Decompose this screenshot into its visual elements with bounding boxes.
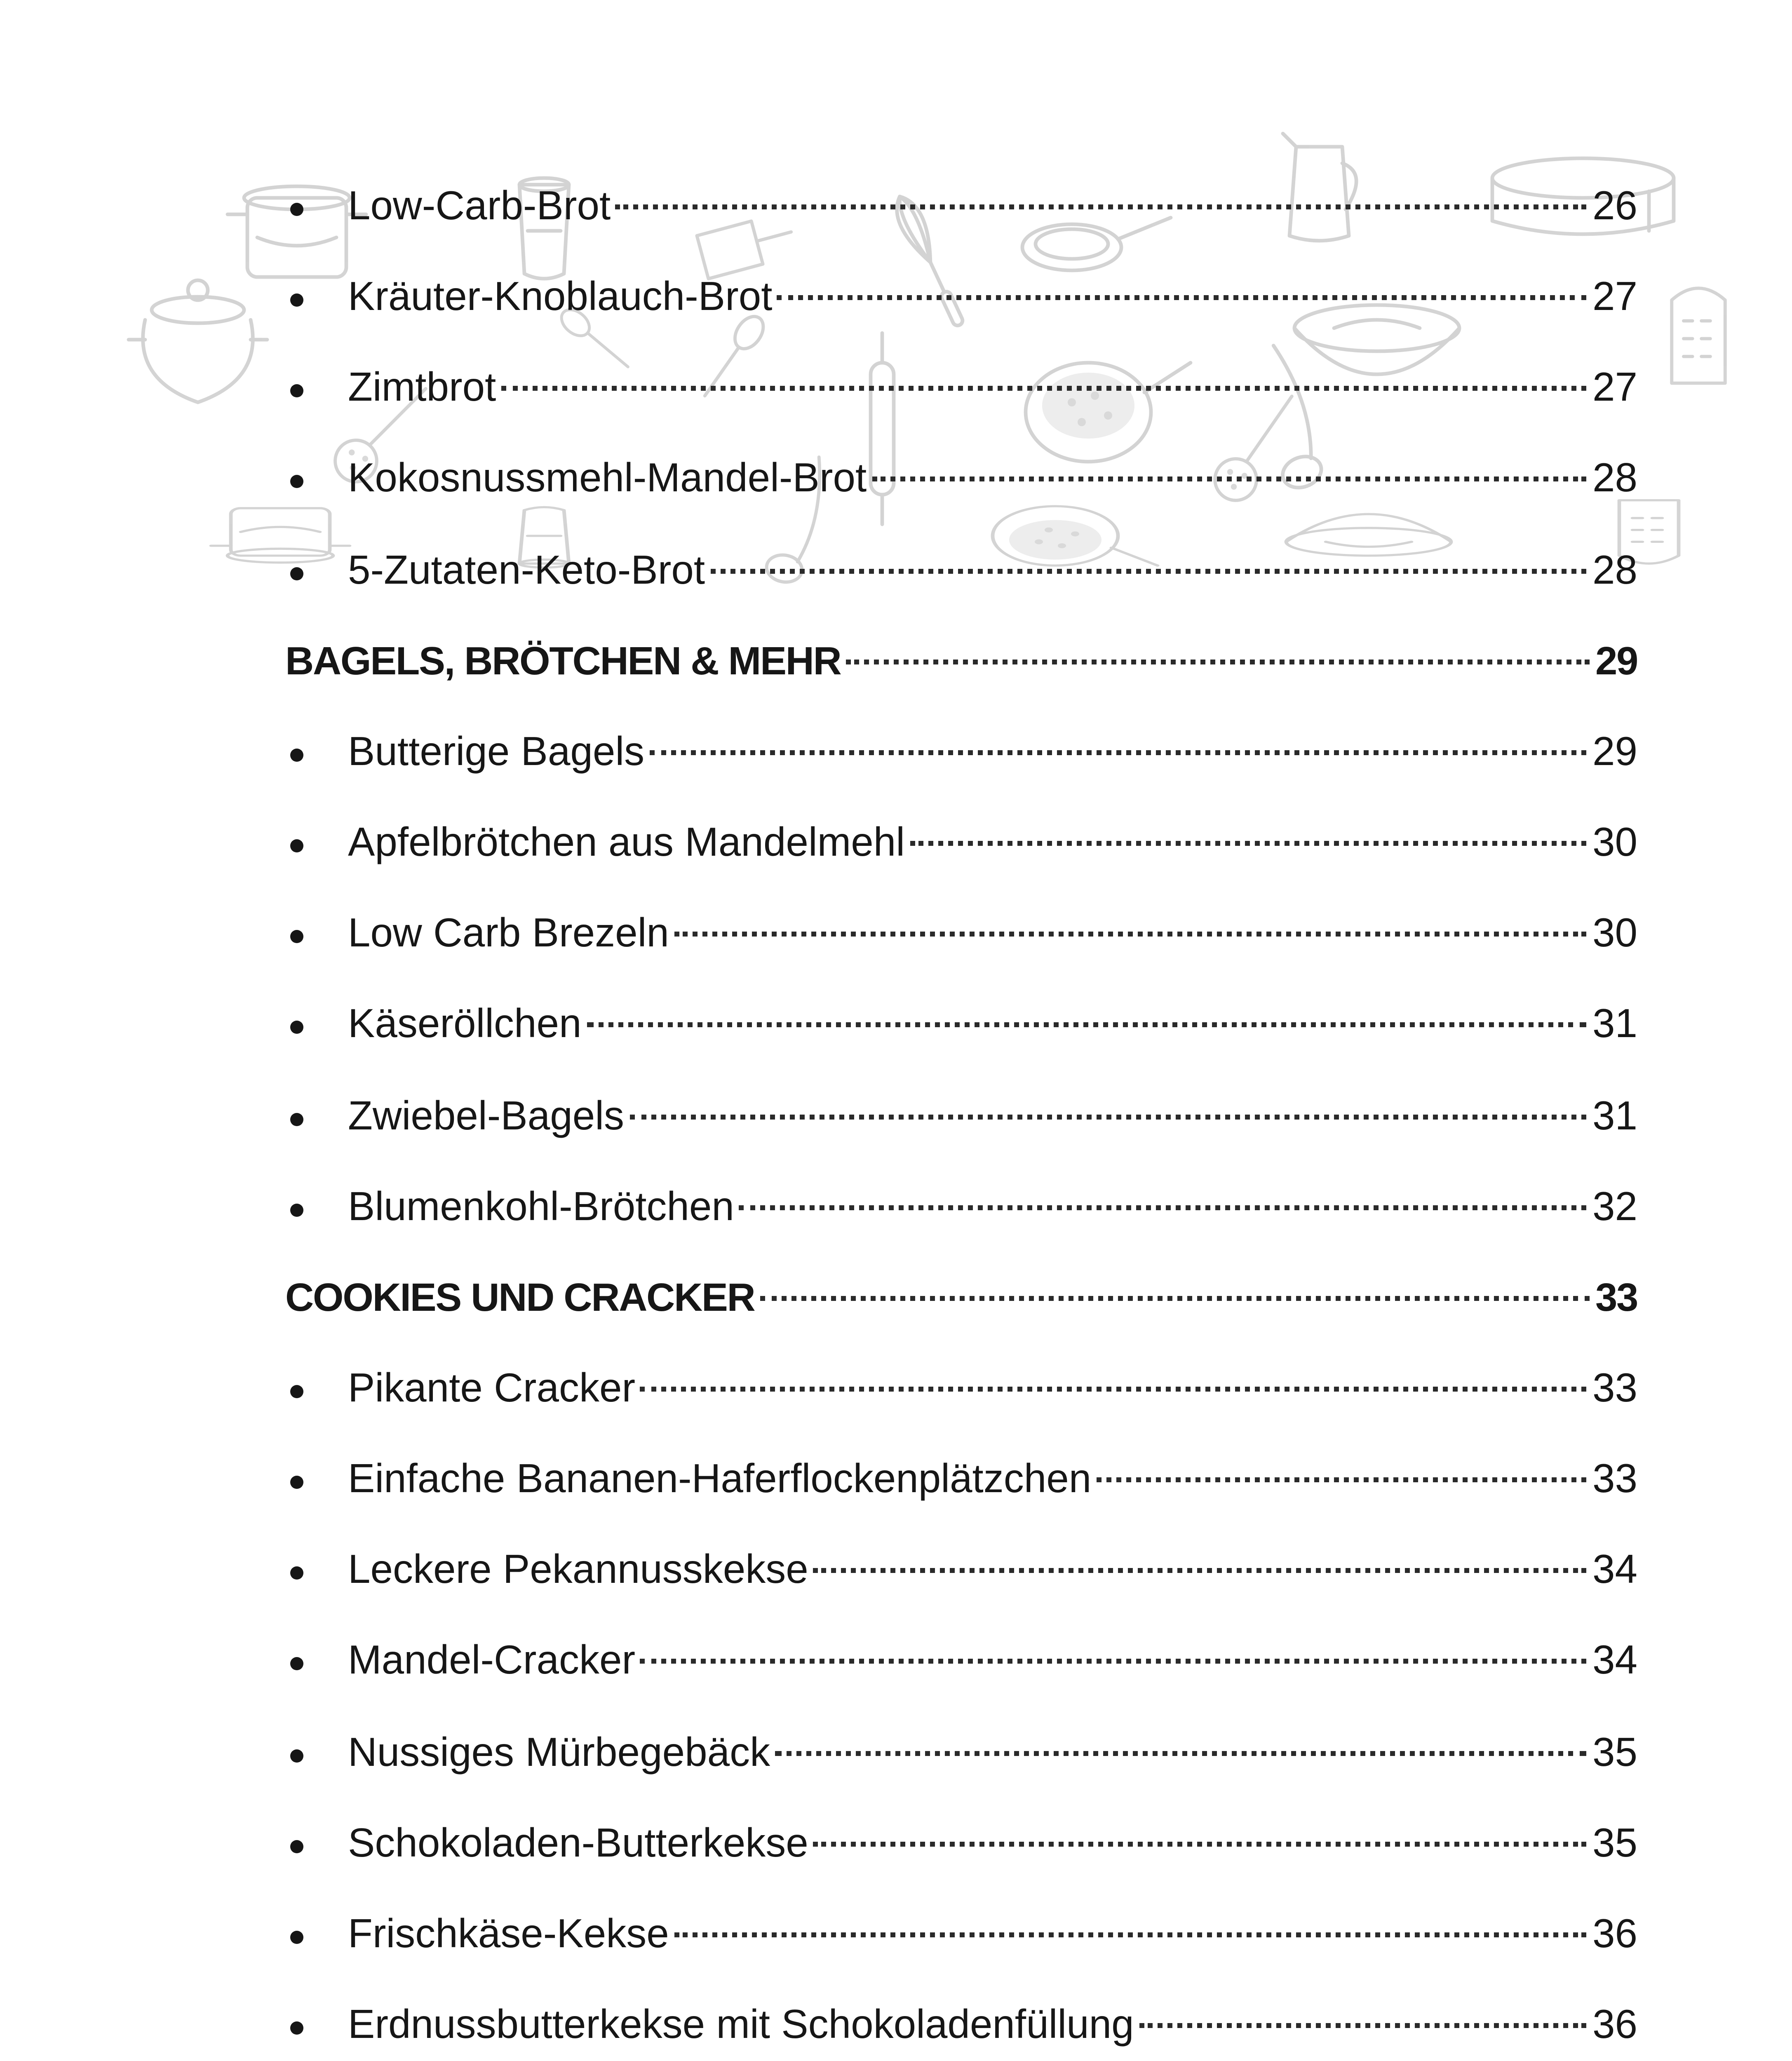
toc-section-heading[interactable] [285, 636, 1637, 689]
toc-entry-title: Butterige Bagels [348, 730, 645, 775]
bullet-icon [289, 1636, 305, 1689]
bullet-icon [289, 727, 305, 780]
toc-entry[interactable] [348, 1545, 1637, 1598]
toc-page-number: 33 [1592, 1458, 1637, 1502]
bullet-icon [289, 181, 305, 234]
toc-entry[interactable] [348, 454, 1637, 507]
toc-page-number: 35 [1592, 1821, 1637, 1866]
toc-entry[interactable] [348, 1909, 1637, 1962]
toc-entry[interactable] [348, 1000, 1637, 1052]
dot-leader [1139, 2023, 1586, 2028]
toc-page-number: 30 [1592, 912, 1637, 957]
bullet-icon [289, 818, 305, 871]
toc-page-number: 34 [1592, 1639, 1637, 1684]
toc-page-number: 29 [1595, 639, 1637, 684]
toc-entry-title: Schokoladen-Butterkekse [348, 1821, 808, 1866]
dot-leader [813, 1841, 1586, 1846]
toc-entry-title: Kräuter-Knoblauch-Brot [348, 275, 773, 320]
dot-leader [674, 932, 1586, 937]
dot-leader [777, 296, 1586, 300]
toc-page-number: 32 [1592, 1185, 1637, 1230]
toc-entry-title: Erdnussbutterkekse mit Schokoladenfüllung [348, 2003, 1134, 2048]
toc-entry-title: Kokosnussmehl-Mandel-Brot [348, 457, 867, 502]
bullet-icon [289, 545, 305, 598]
bullet-icon [289, 1727, 305, 1780]
toc-page-number: 31 [1592, 1094, 1637, 1138]
toc-entry[interactable] [348, 1454, 1637, 1507]
bullet-icon [289, 909, 305, 962]
toc-page-number: 33 [1595, 1276, 1637, 1321]
bullet-icon [289, 1454, 305, 1507]
dot-leader [587, 1023, 1586, 1028]
toc-entry[interactable] [348, 545, 1637, 598]
toc-entry[interactable] [348, 272, 1637, 325]
toc-entry[interactable] [348, 1364, 1637, 1416]
toc-page-number: 31 [1592, 1003, 1637, 1048]
toc-entry-title: Apfelbrötchen aus Mandelmehl [348, 821, 905, 866]
toc-page-number: 36 [1592, 1912, 1637, 1957]
toc-entry-title: Zimtbrot [348, 366, 496, 411]
dot-leader [910, 841, 1586, 846]
dot-leader [640, 1660, 1586, 1664]
toc-page-number: 29 [1592, 730, 1637, 775]
dot-leader [640, 1387, 1586, 1392]
toc-page-number: 36 [1592, 2003, 1637, 2048]
toc-page-number: 28 [1592, 548, 1637, 593]
dot-leader [871, 477, 1586, 482]
toc-entry[interactable] [348, 1182, 1637, 1235]
toc-entry[interactable] [348, 909, 1637, 962]
toc-entry[interactable] [348, 363, 1637, 416]
dot-leader [674, 1932, 1586, 1937]
toc-entry-title: Einfache Bananen-Haferflockenplätzchen [348, 1458, 1092, 1502]
toc-page-number: 27 [1592, 366, 1637, 411]
toc-entry-title: Frischkäse-Kekse [348, 1912, 669, 1957]
toc-page-number: 26 [1592, 185, 1637, 229]
toc-entry-title: BAGELS, BRÖTCHEN & MEHR [285, 639, 841, 684]
toc-entry-title: Low-Carb-Brot [348, 185, 611, 229]
toc-entry-title: Zwiebel-Bagels [348, 1094, 624, 1138]
toc-entry-title: Käseröllchen [348, 1003, 582, 1048]
bullet-icon [289, 1545, 305, 1598]
dot-leader [760, 1296, 1589, 1300]
toc-page-number: 34 [1592, 1549, 1637, 1593]
dot-leader [846, 659, 1589, 664]
toc-entry[interactable] [348, 1727, 1637, 1780]
bullet-icon [289, 1091, 305, 1143]
toc-entry[interactable] [348, 1091, 1637, 1143]
bullet-icon [289, 1818, 305, 1871]
toc-entry-title: 5-Zutaten-Keto-Brot [348, 548, 705, 593]
toc-page-number: 33 [1592, 1366, 1637, 1411]
toc-page-number: 30 [1592, 821, 1637, 866]
bullet-icon [289, 454, 305, 507]
dot-leader [615, 204, 1586, 209]
bullet-icon [289, 1000, 305, 1052]
bullet-icon [289, 1364, 305, 1416]
toc-entry-title: Blumenkohl-Brötchen [348, 1185, 734, 1230]
toc-entry-title: Leckere Pekannusskekse [348, 1549, 808, 1593]
toc-entry[interactable] [348, 818, 1637, 871]
dot-leader [501, 386, 1586, 391]
toc-entry-title: COOKIES UND CRACKER [285, 1276, 755, 1321]
toc-entry-title: Pikante Cracker [348, 1366, 636, 1411]
toc-entry[interactable] [348, 1636, 1637, 1689]
bullet-icon [289, 1182, 305, 1235]
dot-leader [710, 568, 1586, 573]
toc-entry-title: Low Carb Brezeln [348, 912, 669, 957]
toc-entry[interactable] [348, 1818, 1637, 1871]
bullet-icon [289, 2000, 305, 2053]
dot-leader [775, 1750, 1586, 1755]
dot-leader [813, 1568, 1586, 1573]
dot-leader [629, 1114, 1586, 1119]
dot-leader [739, 1205, 1586, 1210]
toc-page-number: 35 [1592, 1730, 1637, 1775]
toc-page-number: 28 [1592, 457, 1637, 502]
toc-entry[interactable] [348, 181, 1637, 234]
bullet-icon [289, 1909, 305, 1962]
toc-page-number: 27 [1592, 275, 1637, 320]
toc-entry-title: Mandel-Cracker [348, 1639, 636, 1684]
dot-leader [1096, 1477, 1586, 1482]
bullet-icon [289, 363, 305, 416]
toc-section-heading[interactable] [285, 1272, 1637, 1325]
toc-entry[interactable] [348, 727, 1637, 780]
toc-entry[interactable] [348, 2000, 1637, 2053]
bullet-icon [289, 272, 305, 325]
toc-entry-title: Nussiges Mürbegebäck [348, 1730, 770, 1775]
dot-leader [649, 750, 1586, 755]
